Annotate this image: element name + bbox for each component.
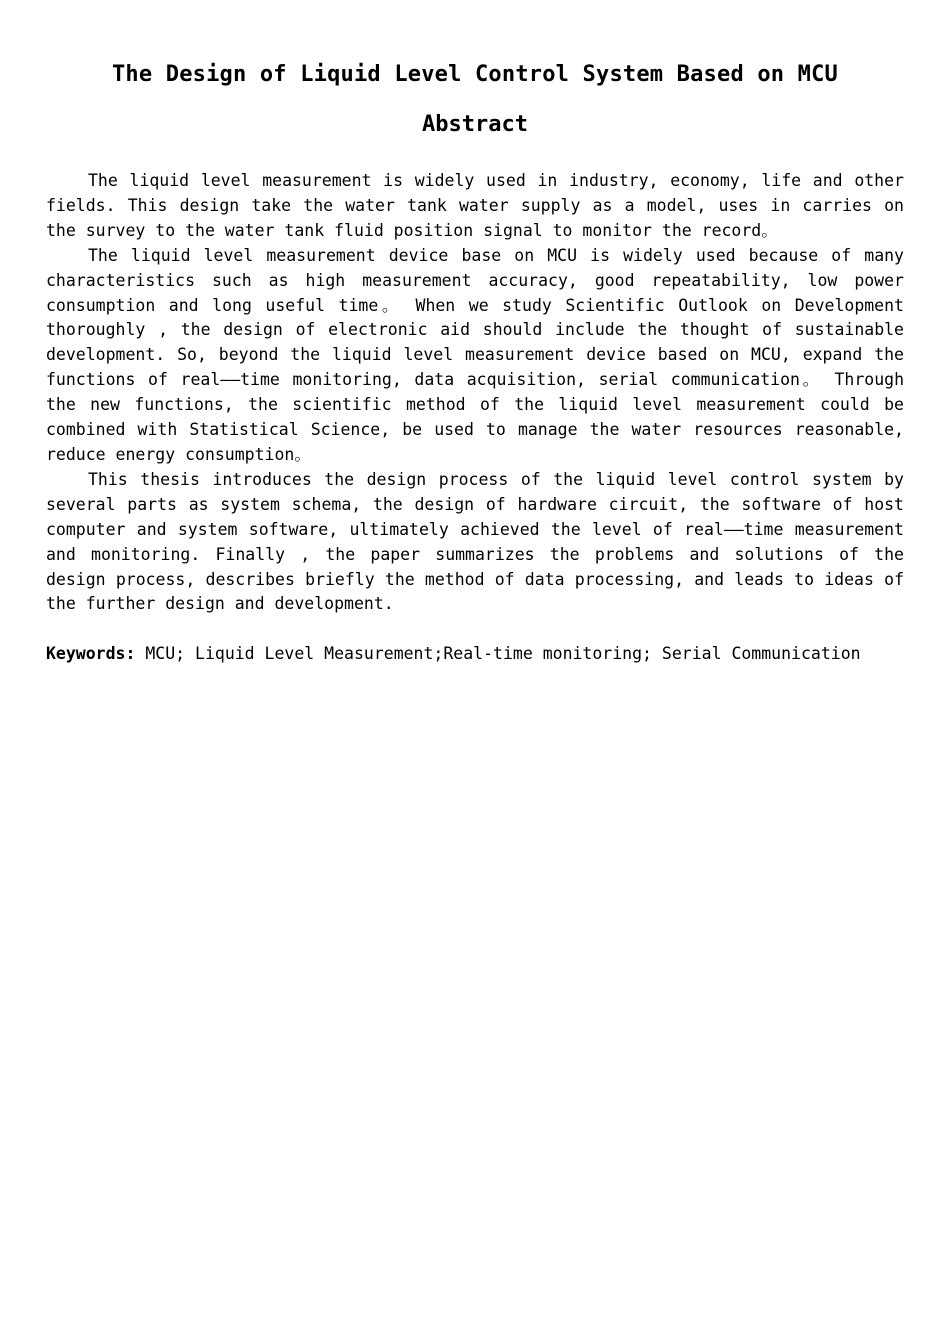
abstract-paragraph: The liquid level measurement is widely used in industry, economy, life and other fields. This design take the water tank water supply as a model, uses in carries on the survey to the water tank fluid position signal to monitor the record。: [46, 171, 904, 240]
abstract-heading: Abstract: [422, 112, 528, 137]
document-title: The Design of Liquid Level Control System Based on MCU: [111, 62, 839, 87]
keywords-label: Keywords:: [46, 644, 136, 664]
abstract-paragraph: This thesis introduces the design process of the liquid level control system by several parts as system schema, the design of hardware circuit, the software of host computer and system software, ultimately achieved the level of real——time measurement and monitoring. Finally , the paper summarizes the problems and solutions of the design process, describes briefly the method of data processing, and leads to ideas of the further design and development.: [46, 469, 904, 614]
document-page: [46, 58, 904, 667]
keywords-line: [46, 642, 904, 667]
abstract-body: [46, 169, 904, 617]
keywords-text: MCU; Liquid Level Measurement;Real-time monitoring; Serial Communication: [145, 644, 861, 664]
abstract-paragraph: The liquid level measurement device base on MCU is widely used because of many characteristics such as high measurement accuracy, good repeatability, low power consumption and long useful time。 When we study Scientific Outlook on Development thoroughly , the design of electronic aid should include the thought of sustainable development. So, beyond the liquid level measurement device based on MCU, expand the functions of real——time monitoring, data acquisition, serial communication。 Through the new functions, the scientific method of the liquid level measurement could be combined with Statistical Science, be used to manage the water resources reasonable, reduce energy consumption。: [46, 245, 904, 464]
